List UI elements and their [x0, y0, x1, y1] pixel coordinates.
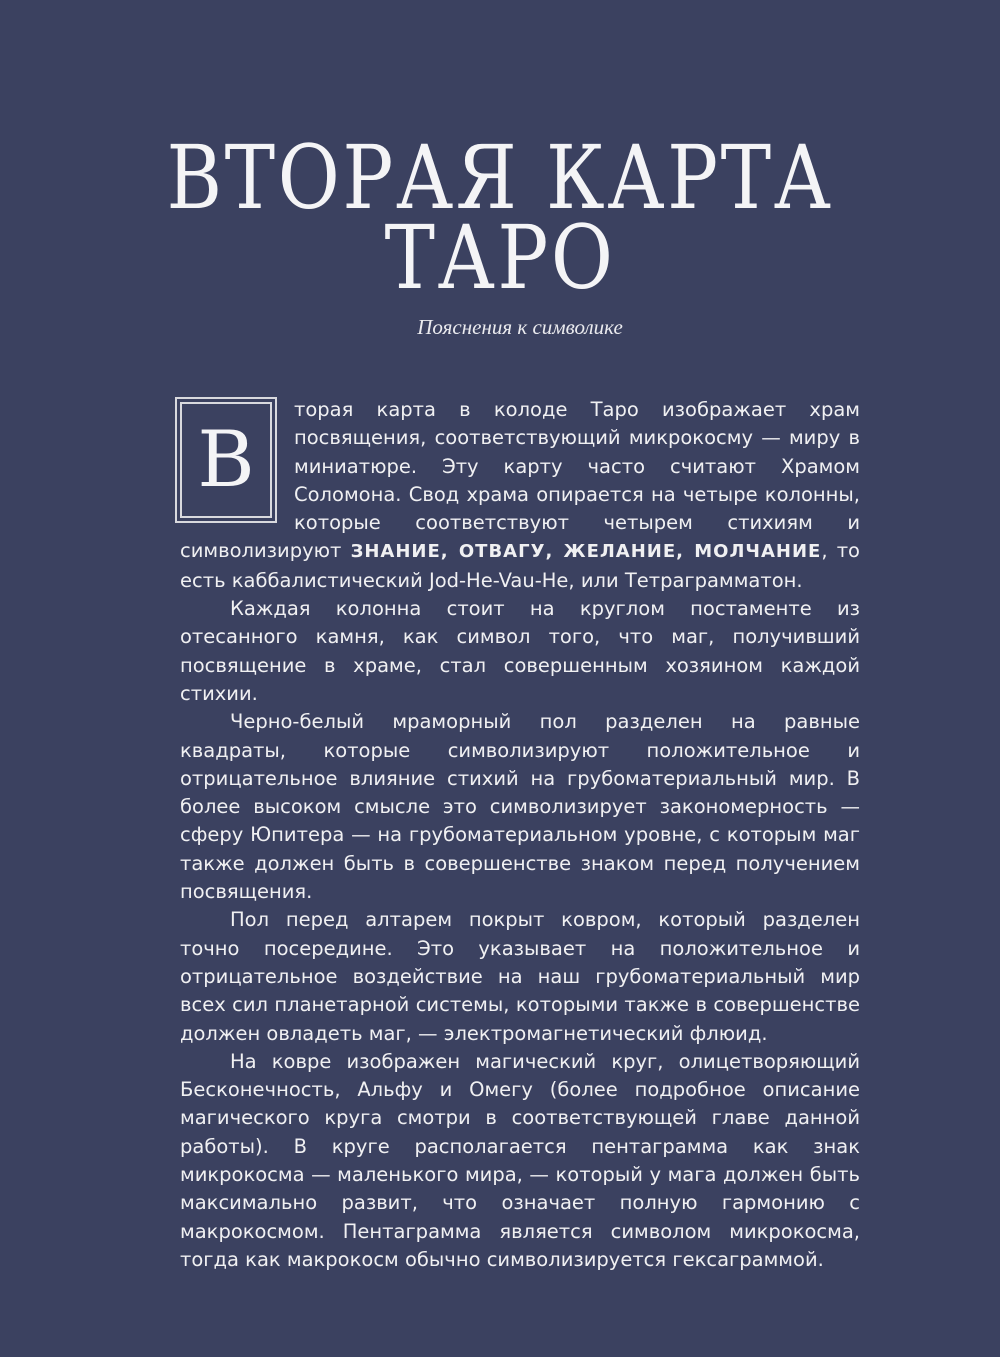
paragraph-1-text-a: торая карта в колоде Таро изображает храм посвящения, соответствующий микрокосму — миру в миниатюре. Эту карту часто считают Храмом Соломона. Свод храма опирается на четыре колонны, которые соответствуют четырем стихиям и символизируют	[180, 398, 860, 563]
paragraph-5: На ковре изображен магический круг, олицетворяющий Бесконечность, Альфу и Омегу (более подробное описание магического круга смотри в соответствующей главе данной работы). В круге располагается пентаграмма как знак микрокосма — маленького мира, — который у мага должен быть максимально развит, что означает полную гармонию с макрокосмом. Пентаграмма является символом микрокосма, тогда как макрокосм обычно символизируется гексаграммой.	[180, 1049, 860, 1271]
article-body	[180, 396, 860, 1274]
paragraph-1-emphasis: ЗНАНИЕ, ОТВАГУ, ЖЕЛАНИЕ, МОЛЧАНИЕ	[350, 541, 822, 563]
paragraph-2: Каждая колонна стоит на круглом постаменте из отесанного камня, как символ того, что маг, получивший посвящение в храме, стал совершенным хозяином каждой стихии.	[180, 597, 860, 705]
paragraph-1-text-b: , то есть каббалистический Jod-He-Vau-He, или Тетраграмматон.	[180, 539, 860, 592]
paragraph-1	[180, 396, 860, 595]
drop-cap: В	[180, 402, 272, 518]
title-line-1: ВТОРАЯ КАРТА	[166, 126, 834, 229]
paragraph-4: Пол перед алтарем покрыт ковром, который разделен точно посередине. Это указывает на положительное и отрицательное воздействие на наш грубоматериальный мир всех сил планетарной системы, которыми также в совершенстве должен овладеть маг, — электромагнетический флюид.	[180, 908, 860, 1045]
paragraph-3: Черно-белый мраморный пол разделен на равные квадраты, которые символизируют положительное и отрицательное влияние стихий на грубоматериальный мир. В более высоком смысле это символизирует закономерность — сферу Юпитера — на грубоматериальном уровне, с которым маг также должен быть в совершенстве знаком перед получением посвящения.	[180, 710, 860, 904]
page-title	[70, 126, 930, 309]
title-line-2: ТАРО	[384, 206, 616, 309]
subtitle: Пояснения к символике	[417, 315, 623, 339]
